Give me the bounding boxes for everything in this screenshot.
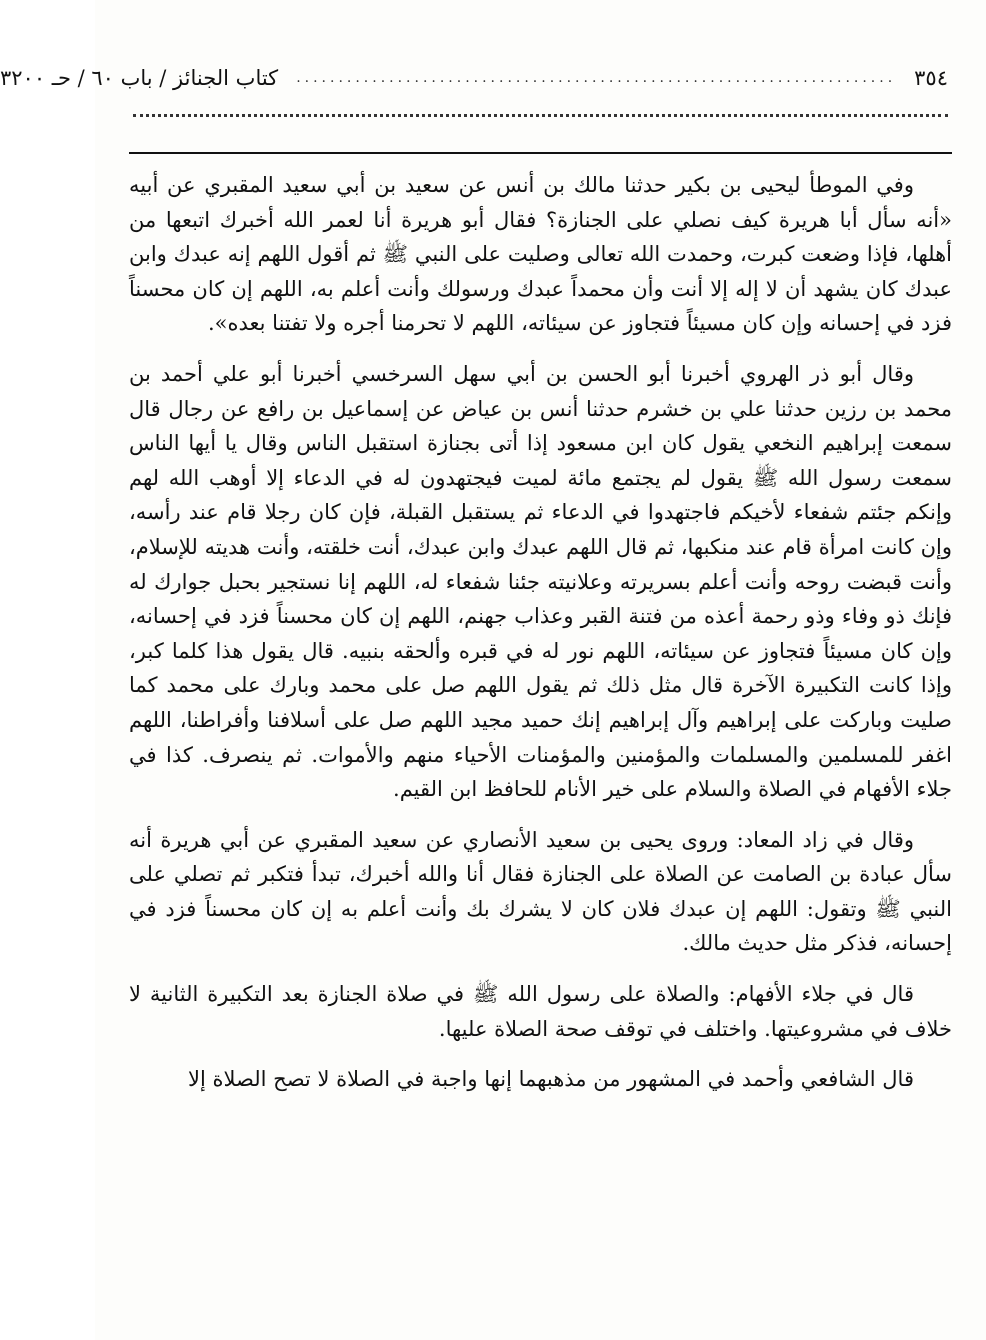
dotted-divider: [133, 114, 948, 129]
paragraph-abu-dharr: وقال أبو ذر الهروي أخبرنا أبو الحسن بن أبي سهل السرخسي أخبرنا أبو علي أحمد بن محمد بن رزين حدثنا علي بن خشرم حدثنا أنس بن عياض عن إسماعيل بن رافع عن رجال قال سمعت إبراهيم النخعي يقول كان ابن مسعود إذا أتى بجنازة استقبل الناس وقال يا أيها الناس سمعت رسول الله ﷺ يقول لم يجتمع مائة لميت فيجتهدون له في الدعاء إلا أوهب الله لهم وإنكم جئتم شفعاء لأخيكم فاجتهدوا في الدعاء ثم يستقبل القبلة، فإن كان رجلا قام عند رأسه، وإن كانت امرأة قام عند منكبها، ثم قال اللهم عبدك وابن عبدك، أنت خلقته، وأنت هديته للإسلام، وأنت قبضت روحه وأنت أعلم بسريرته وعلانيته جئنا شفعاء له، اللهم إنا نستجير بحبل جوارك له فإنك ذو وفاء وذو رحمة أعذه من فتنة القبر وعذاب جهنم، اللهم إن كان محسناً فزد في إحسانه، وإن كان مسيئاً فتجاوز عن سيئاته، اللهم نور له في قبره وألحقه بنبيه. قال يقول هذا كلما كبر، وإذا كانت التكبيرة الآخرة قال مثل ذلك ثم يقول اللهم صل على محمد وبارك على محمد كما صليت وباركت على إبراهيم وآل إبراهيم إنك حميد مجيد اللهم صل على أسلافنا وأفراطنا، اللهم اغفر للمسلمين والمسلمات والمؤمنين والمؤمنات الأحياء منهم والأموات. ثم ينصرف. كذا في جلاء الأفهام في الصلاة والسلام على خير الأنام للحافظ ابن القيم.: [129, 361, 952, 802]
solid-divider: [129, 152, 952, 154]
running-title: كتاب الجنائز / باب ٦٠ / حـ ٣٢٠٠: [0, 66, 279, 90]
main-text: [129, 168, 952, 1113]
header-dotted-leader: .......................................................................: [296, 70, 897, 86]
paragraph-zad-al-maad: وقال في زاد المعاد: وروى يحيى بن سعيد الأنصاري عن سعيد المقبري عن أبي هريرة أنه سأل عبادة بن الصامت عن الصلاة على الجنازة فقال أنا والله أخبرك، تبدأ فتكبر ثم تصلي على النبي ﷺ وتقول: اللهم إن عبدك فلان كان لا يشرك بك وأنت أعلم به إن كان محسناً فزد في إحسانه، فذكر مثل حديث مالك.: [129, 827, 952, 956]
paragraph-shafii-ahmad: قال الشافعي وأحمد في المشهور من مذهبهما إنها واجبة في الصلاة لا تصح الصلاة إلا: [188, 1067, 914, 1092]
paragraph-jala-al-afham: قال في جلاء الأفهام: والصلاة على رسول الله ﷺ في صلاة الجنازة بعد التكبيرة الثانية لا خلاف في مشروعيتها. واختلف في توقف صحة الصلاة عليها.: [129, 982, 952, 1041]
page-header: [0, 58, 948, 98]
paragraph-muwatta: وفي الموطأ ليحيى بن بكير حدثنا مالك بن أنس عن سعيد بن أبي سعيد المقبري عن أبيه «أنه سأل أبا هريرة كيف نصلي على الجنازة؟ فقال أبو هريرة أنا لعمر الله أخبرك اتبعها من أهلها، فإذا وضعت كبرت، وحمدت الله تعالى وصليت على النبي ﷺ ثم أقول اللهم إنه عبدك وابن عبدك كان يشهد أن لا إله إلا أنت وأن محمداً عبدك ورسولك وأنت أعلم به، اللهم إن كان محسناً فزد في إحسانه وإن كان مسيئاً فتجاوز عن سيئاته، اللهم لا تحرمنا أجره ولا تفتنا بعده».: [129, 173, 952, 336]
page-number: ٣٥٤: [914, 66, 948, 90]
